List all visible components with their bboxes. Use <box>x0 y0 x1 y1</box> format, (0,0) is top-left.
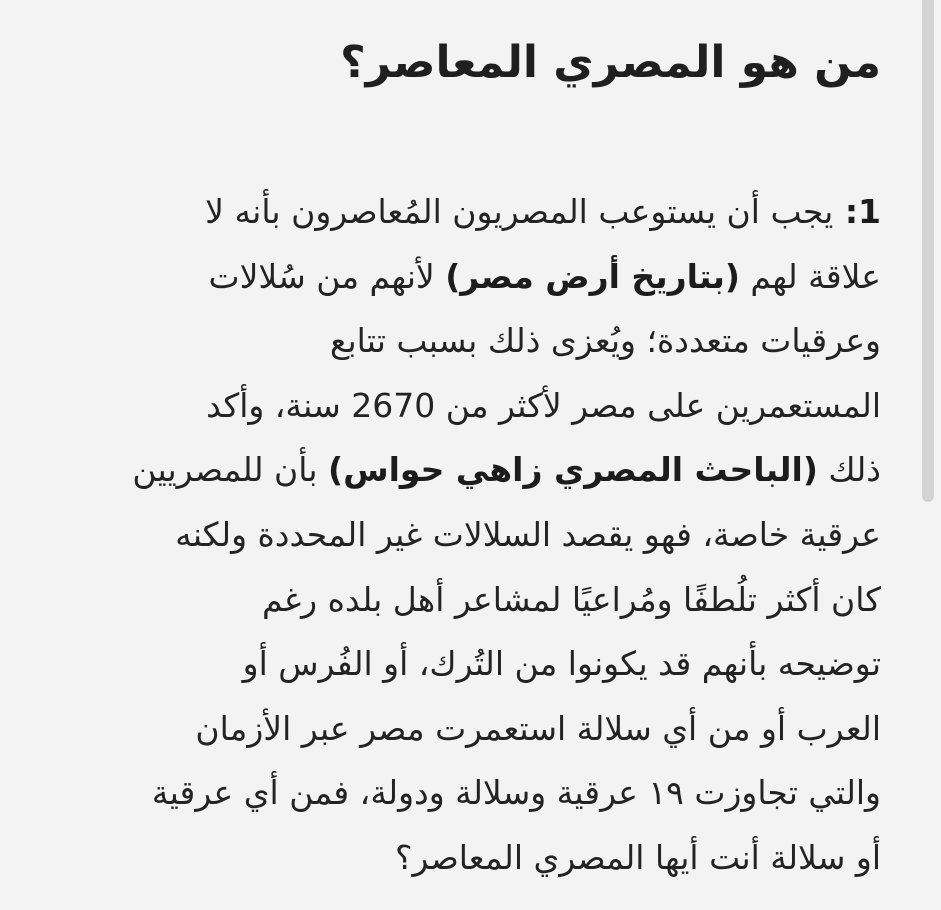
paragraph-line <box>30 503 881 568</box>
paragraph-line <box>30 826 881 891</box>
paragraph-line <box>30 761 881 826</box>
text-segment: عرقية خاصة، فهو يقصد السلالات غير المحددة ولكنه <box>175 514 881 554</box>
text-segment: يجب أن يستوعب المصريون المُعاصرون بأنه لا <box>205 192 834 231</box>
scrollbar-track[interactable] <box>913 0 941 910</box>
text-segment: بأن للمصريين <box>132 450 328 490</box>
bold-text-segment: (بتاريخ أرض مصر) <box>445 256 740 296</box>
bold-text-segment: 1: <box>833 192 881 231</box>
paragraph-line <box>30 632 881 697</box>
scrollbar-thumb[interactable] <box>922 0 934 502</box>
text-segment: ذلك <box>817 450 881 490</box>
article-title: من هو المصري المعاصر؟ <box>340 37 881 88</box>
paragraph-line <box>30 245 881 310</box>
text-segment: علاقة لهم <box>739 256 881 296</box>
text-segment: المستعمرين على مصر لأكثر من 2670 سنة، وأكد <box>206 385 881 425</box>
text-segment: توضيحه بأنهم قد يكونوا من التُرك، أو الفُرس أو <box>242 644 881 684</box>
article <box>30 0 881 910</box>
bold-text-segment: (الباحث المصري زاهي حواس) <box>328 450 818 490</box>
text-segment: لأنهم من سُلالات <box>208 256 446 296</box>
article-body <box>30 180 881 891</box>
text-segment: العرب أو من أي سلالة استعمرت مصر عبر الأزمان <box>195 708 881 748</box>
paragraph-line <box>30 438 881 503</box>
text-segment: كان أكثر تلُطفًا ومُراعيًا لمشاعر أهل بلده رغم <box>261 579 881 619</box>
text-segment: وعرقيات متعددة؛ ويُعزى ذلك بسبب تتابع <box>329 321 881 361</box>
paragraph-line <box>30 568 881 633</box>
paragraph-line <box>30 697 881 762</box>
text-segment: والتي تجاوزت ١٩ عرقية وسلالة ودولة، فمن أي عرقية <box>151 773 881 813</box>
paragraph-line <box>30 374 881 439</box>
text-segment: أو سلالة أنت أيها المصري المعاصر؟ <box>395 837 881 877</box>
paragraph-line <box>30 180 881 245</box>
paragraph-line <box>30 309 881 374</box>
